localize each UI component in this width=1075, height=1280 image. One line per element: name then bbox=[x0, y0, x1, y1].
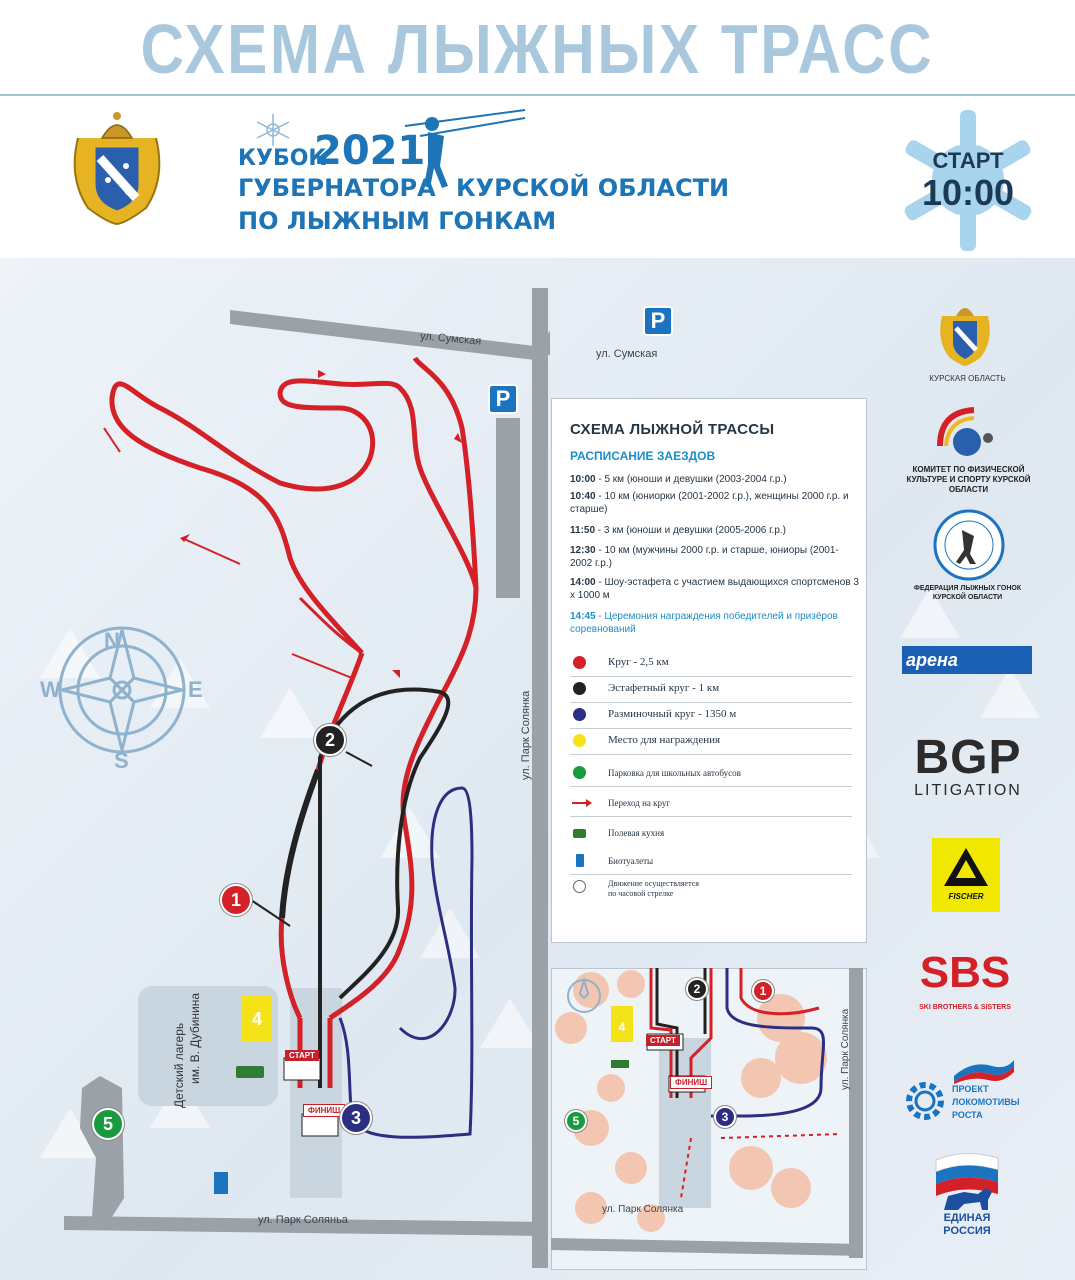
kursk-region-logo-icon bbox=[932, 298, 998, 368]
legend-marker bbox=[573, 734, 586, 747]
legend-label: Парковка для школьных автобусов bbox=[608, 768, 741, 778]
field-kitchen-icon bbox=[573, 829, 586, 838]
marker-5: 5 bbox=[92, 1108, 124, 1140]
legend-item-direction bbox=[570, 875, 852, 907]
schedule-item: 12:30 - 10 км (мужчины 2000 г.р. и старше, юниоры (2001-2002 г.р.) bbox=[570, 545, 839, 569]
legend-arrow-icon bbox=[570, 796, 594, 810]
legend-label: Место для награждения bbox=[608, 734, 721, 746]
legend-label: Переход на круг bbox=[608, 798, 671, 808]
camp-label-2: им. В. Дубинина bbox=[188, 992, 202, 1084]
start-tag: СТАРТ bbox=[285, 1050, 319, 1061]
schedule-item: 10:40 - 10 км (юниорки (2001-2002 г.р.), женщины 2000 г.р. и старше) bbox=[570, 491, 849, 515]
inset-street-bottom: ул. Парк Солянка bbox=[602, 1204, 684, 1215]
street-park-solyanka-bottom: ул. Парк Соляньа bbox=[258, 1214, 348, 1226]
snowflake-icon bbox=[238, 110, 308, 150]
sponsor-sbs-sub: SKI BROTHERS & SISTERS bbox=[919, 1004, 1011, 1011]
inset-map-drawing bbox=[551, 968, 867, 1270]
legend-label: Биотуалеты bbox=[608, 856, 654, 866]
legend-label: Полевая кухня bbox=[608, 828, 665, 838]
start-time: 10:00 bbox=[921, 172, 1015, 213]
finish-tag: ФИНИШ bbox=[303, 1104, 345, 1117]
toilet-icon bbox=[576, 854, 584, 867]
compass-s: S bbox=[114, 748, 129, 773]
schedule-item-award: 14:45 - Церемония награждения победителей и призёров соревнований bbox=[570, 611, 838, 635]
cup-title-skiing: ПО ЛЫЖНЫМ ГОНКАМ bbox=[238, 207, 557, 235]
compass-n: N bbox=[104, 628, 120, 653]
inset-marker-3: 3 bbox=[714, 1106, 736, 1128]
sponsor-loko-3: РОСТА bbox=[952, 1110, 983, 1120]
camp-label-1: Детский лагерь bbox=[172, 1022, 186, 1108]
inset-start-tag: СТАРТ bbox=[646, 1035, 680, 1046]
legend-item-kitchen bbox=[570, 821, 852, 847]
sponsor-loko-1: ПРОЕКТ bbox=[952, 1084, 989, 1094]
legend-label: Эстафетный круг - 1 км bbox=[608, 682, 720, 694]
sponsor-arena-text: арена bbox=[906, 650, 958, 670]
clockwise-arrow-icon bbox=[573, 880, 586, 893]
page-title: СХЕМА ЛЫЖНЫХ ТРАСС bbox=[140, 10, 935, 88]
sponsor-bgp-litigation: LITIGATION bbox=[914, 782, 1022, 799]
marker-3: 3 bbox=[340, 1102, 372, 1134]
street-park-solyanka-vertical: ул. Парк Солянка bbox=[520, 690, 532, 780]
inset-finish-tag: ФИНИШ bbox=[670, 1076, 712, 1089]
sponsor-er-2: РОССИЯ bbox=[943, 1225, 991, 1237]
fischer-triangle-icon bbox=[942, 846, 990, 888]
cup-title-governor: ГУБЕРНАТОРА bbox=[238, 174, 436, 202]
legend-item-warmup bbox=[570, 703, 852, 729]
inset-marker-2: 2 bbox=[686, 978, 708, 1000]
legend-label: Разминочный круг - 1350 м bbox=[608, 708, 737, 720]
street-sumskaya-left: ул. Сумская bbox=[419, 330, 482, 348]
flag-icon bbox=[952, 1056, 1016, 1084]
sponsor-er-1: ЕДИНАЯ bbox=[943, 1212, 991, 1224]
marker-2: 2 bbox=[314, 724, 346, 756]
sponsor-loko-2: ЛОКОМОТИВЫ bbox=[952, 1097, 1020, 1107]
main-track-map bbox=[0, 258, 550, 1280]
legend-panel bbox=[551, 398, 867, 943]
ski-federation-logo-icon bbox=[932, 508, 1006, 582]
start-label: СТАРТ bbox=[932, 148, 1004, 173]
legend-item-crossing bbox=[570, 791, 852, 817]
inset-marker-1: 1 bbox=[752, 980, 774, 1002]
gear-icon bbox=[902, 1078, 948, 1124]
compass-rose bbox=[60, 628, 184, 752]
sponsor-fischer-text: FISCHER bbox=[948, 892, 984, 901]
schedule-item: 10:00 - 5 км (юноши и девушки (2003-2004 г.р.) bbox=[570, 474, 787, 485]
legend-marker bbox=[573, 708, 586, 721]
kursk-coat-of-arms-icon bbox=[58, 108, 176, 226]
marker-4: 4 bbox=[242, 1006, 272, 1036]
legend-marker bbox=[573, 766, 586, 779]
legend-item-toilets bbox=[570, 849, 852, 875]
inset-marker-4: 4 bbox=[612, 1018, 632, 1038]
parking-sign-top: P bbox=[643, 306, 673, 336]
sponsor-committee: КОМИТЕТ ПО ФИЗИЧЕСКОЙ КУЛЬТУРЕ И СПОРТУ КУРСКОЙ ОБЛАСТИ bbox=[906, 465, 1031, 494]
sponsor-sbs: SBS bbox=[919, 948, 1011, 997]
schedule-item: 14:00 - Шоу-эстафета с участием выдающихся спортсменов 3 х 1000 м bbox=[570, 577, 859, 601]
sponsor-federation: ФЕДЕРАЦИЯ ЛЫЖНЫХ ГОНОК КУРСКОЙ ОБЛАСТИ bbox=[913, 585, 1022, 601]
marker-1: 1 bbox=[220, 884, 252, 916]
inset-marker-5: 5 bbox=[565, 1110, 587, 1132]
bear-flag-icon bbox=[934, 1150, 1000, 1212]
compass-w: W bbox=[40, 677, 61, 702]
committee-logo-icon bbox=[934, 406, 1000, 464]
legend-label: Движение осуществляется по часовой стрелке bbox=[608, 879, 699, 898]
legend-item-lap bbox=[570, 651, 852, 677]
inset-street-vertical: ул. Парк Солянка bbox=[840, 1008, 851, 1090]
parking-sign-left: P bbox=[488, 384, 518, 414]
sponsor-bgp: BGP bbox=[914, 731, 1022, 784]
legend-item-award bbox=[570, 729, 852, 755]
legend-label: Круг - 2,5 км bbox=[608, 656, 669, 668]
sponsor-kursk-region: КУРСКАЯ ОБЛАСТЬ bbox=[929, 374, 1006, 383]
legend-marker bbox=[573, 682, 586, 695]
legend-marker bbox=[573, 656, 586, 669]
schedule-item: 11:50 - 3 км (юноши и девушки (2005-2006 г.р.) bbox=[570, 525, 787, 536]
legend-title: СХЕМА ЛЫЖНОЙ ТРАССЫ bbox=[570, 421, 775, 438]
cup-year: 2021 bbox=[314, 128, 426, 174]
schedule-title: РАСПИСАНИЕ ЗАЕЗДОВ bbox=[570, 449, 716, 463]
legend-item-bus-parking bbox=[570, 761, 852, 787]
street-sumskaya-right: ул. Сумская bbox=[596, 348, 658, 360]
cup-title-cup: КУБОК bbox=[238, 146, 327, 171]
cup-title-region: КУРСКОЙ ОБЛАСТИ bbox=[456, 174, 730, 202]
compass-e: E bbox=[188, 677, 203, 702]
legend-item-relay bbox=[570, 677, 852, 703]
